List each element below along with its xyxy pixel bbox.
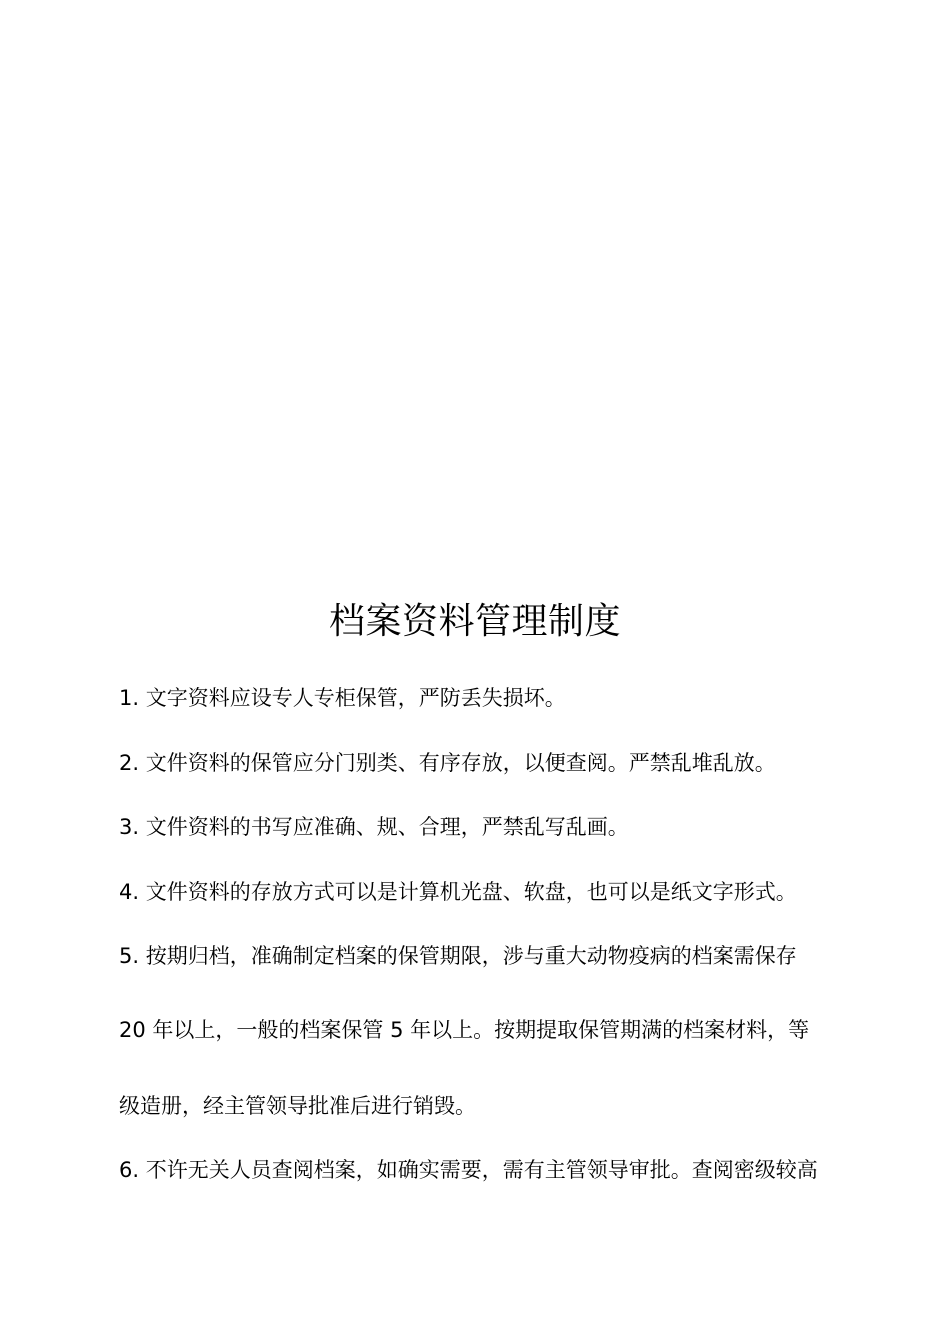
page-title: 档案资料管理制度 xyxy=(328,601,621,643)
rule-3-text: 3. 文件资料的书写应准确、规、合理，严禁乱写乱画。 xyxy=(119,815,629,839)
rule-2-text: 2. 文件资料的保管应分门别类、有序存放，以便查阅。严禁乱堆乱放。 xyxy=(119,751,776,775)
rule-5-text-line-2: 20 年以上，一般的档案保管 5 年以上。按期提取保管期满的档案材料，等 xyxy=(119,1018,810,1042)
rule-4-text: 4. 文件资料的存放方式可以是计算机光盘、软盘，也可以是纸文字形式。 xyxy=(119,880,797,904)
rule-5-text-line-3: 级造册，经主管领导批准后进行销毁。 xyxy=(119,1094,476,1118)
rule-1-text: 1. 文字资料应设专人专柜保管，严防丢失损坏。 xyxy=(119,686,566,710)
rule-6-text: 6. 不许无关人员查阅档案，如确实需要，需有主管领导审批。查阅密级较高 xyxy=(119,1158,818,1182)
rule-5-text-line-1: 5. 按期归档，准确制定档案的保管期限，涉与重大动物疫病的档案需保存 xyxy=(119,944,797,968)
